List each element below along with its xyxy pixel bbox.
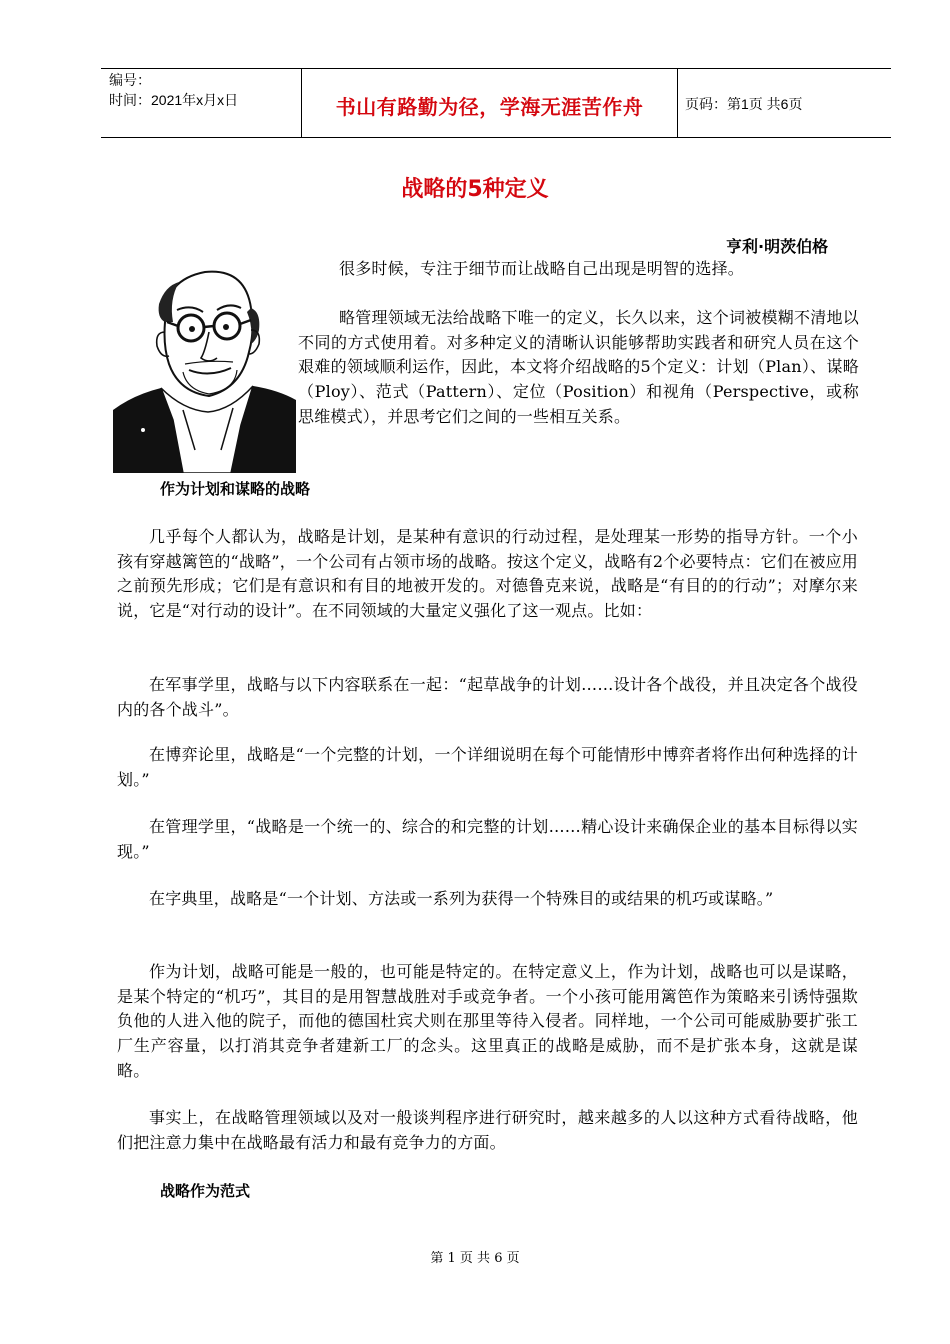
author-name: 亨利·明茨伯格	[726, 237, 829, 256]
header-table	[101, 68, 891, 138]
body-paragraph: 作为计划，战略可能是一般的，也可能是特定的。在特定意义上，作为计划，战略也可以是谋略，是某个特定的“机巧”，其目的是用智慧战胜对手或竞争者。一个小孩可能用篱笆作为策略来引诱恃强欺负他的人进入他的院子，而他的德国杜宾犬则在那里等待入侵者。同样地，一个公司可能威胁要扩张工厂生产容量，以打消其竞争者建新工厂的念头。这里真正的战略是威胁，而不是扩张本身，这就是谋略。	[117, 962, 858, 1080]
motto: 书山有路勤为径，学海无涯苦作舟	[335, 95, 644, 119]
intro-sentence: 很多时候，专注于细节而让战略自己出现是明智的选择。	[339, 259, 745, 278]
body-paragraph: 在字典里，战略是“一个计划、方法或一系列为获得一个特殊目的或结果的机巧或谋略。”	[149, 889, 774, 908]
body-paragraph: 在军事学里，战略与以下内容联系在一起：“起草战争的计划……设计各个战役，并且决定各个战役内的各个战斗”。	[117, 675, 858, 719]
page-title: 战略的5种定义	[401, 177, 549, 202]
section-heading-plan-ploy: 作为计划和谋略的战略	[160, 480, 311, 498]
number-label: 编号：	[109, 72, 151, 88]
header-cell-motto	[301, 69, 678, 137]
header-cell-page	[677, 69, 891, 137]
author-portrait	[113, 260, 296, 473]
intro-paragraph: 略管理领域无法给战略下唯一的定义，长久以来，这个词被模糊不清地以不同的方式使用着。对多种定义的清晰认识能够帮助实践者和研究人员在这个艰难的领域顺利运作，因此，本文将介绍战略的5个定义：计划（Plan）、谋略（Ploy）、范式（Pattern）、定位（Position）和视角（Perspective，或称思维模式），并思考它们之间的一些相互关系。	[298, 308, 859, 426]
page-footer: 第 1 页 共 6 页	[430, 1251, 520, 1266]
body-paragraph: 在管理学里，“战略是一个统一的、综合的和完整的计划……精心设计来确保企业的基本目标得以实现。”	[117, 817, 858, 861]
page-info: 页码：第1页 共6页	[685, 96, 803, 112]
section-heading-pattern: 战略作为范式	[160, 1182, 251, 1200]
body-paragraph: 事实上，在战略管理领域以及对一般谈判程序进行研究时，越来越多的人以这种方式看待战略，他们把注意力集中在战略最有活力和最有竞争力的方面。	[117, 1108, 858, 1152]
body-paragraph: 几乎每个人都认为，战略是计划，是某种有意识的行动过程，是处理某一形势的指导方针。一个小孩有穿越篱笆的“战略”，一个公司有占领市场的战略。按这个定义，战略有2个必要特点：它们在被应用之前预先形成；它们是有意识和有目的地被开发的。对德鲁克来说，战略是“有目的的行动”；对摩尔来说，它是“对行动的设计”。在不同领域的大量定义强化了这一观点。比如：	[117, 527, 858, 621]
time-label: 时间：2021年x月x日	[109, 92, 239, 108]
header-cell-meta	[101, 69, 301, 137]
body-paragraph: 在博弈论里，战略是“一个完整的计划，一个详细说明在每个可能情形中博弈者将作出何种选择的计划。”	[117, 745, 858, 789]
